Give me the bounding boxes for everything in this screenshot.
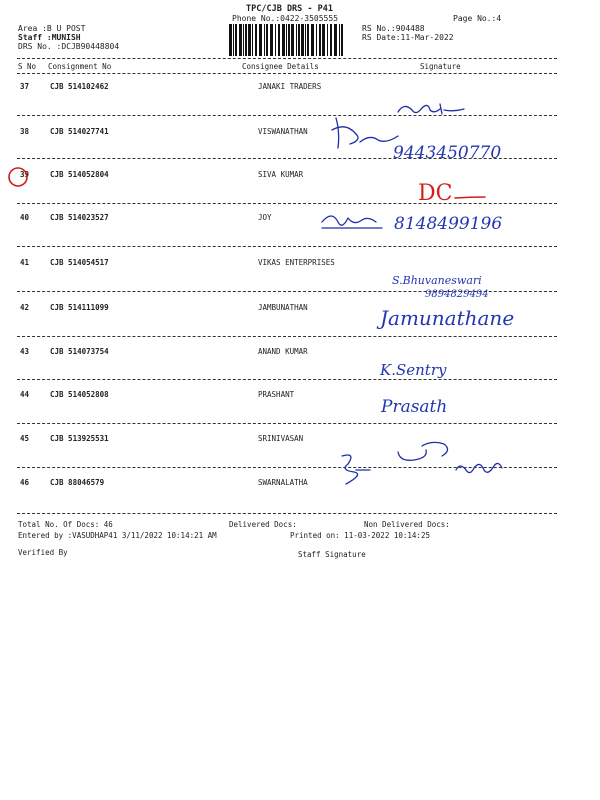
handwritten-phone-row40: 8148499196 [394, 214, 503, 234]
signature-row38 [332, 118, 398, 148]
total-docs: Total No. Of Docs: 46 [18, 520, 113, 529]
row-consignee: JANAKI TRADERS [258, 82, 322, 91]
row-consignee: JAMBUNATHAN [258, 303, 308, 312]
row-consignee: VISWANATHAN [258, 127, 308, 136]
signature-row45 [398, 442, 448, 460]
col-consignee-details: Consignee Details [242, 62, 319, 71]
row-consignment: CJB 88046579 [50, 478, 105, 487]
signature-row46 [342, 455, 370, 484]
row-consignee: SWARNALATHA [258, 478, 308, 487]
row-consignment: CJB 514027741 [50, 127, 109, 136]
row-s-no: 46 [20, 478, 30, 487]
row-s-no: 42 [20, 303, 30, 312]
staff-signature-label: Staff Signature [298, 550, 366, 559]
red-underline [455, 197, 485, 198]
row-consignee: SRINIVASAN [258, 434, 304, 443]
phone-number: Phone No.:0422-3505555 [232, 14, 338, 23]
rs-date: RS Date:11-Mar-2022 [362, 33, 454, 42]
handwritten-name-row44: Prasath [381, 397, 448, 417]
row-consignment: CJB 513925531 [50, 434, 109, 443]
signature-row37 [398, 104, 464, 114]
row-consignment: CJB 514052804 [50, 170, 109, 179]
row-consignee: JOY [258, 213, 272, 222]
row-s-no: 37 [20, 82, 30, 91]
page-number: Page No.:4 [453, 14, 502, 23]
delivered-docs: Delivered Docs: [229, 520, 297, 529]
signature-row40 [322, 216, 382, 228]
handwritten-dc-row39: DC [418, 181, 453, 206]
row-s-no: 44 [20, 390, 30, 399]
rs-number: RS No.:904488 [362, 24, 425, 33]
row-consignment: CJB 514052808 [50, 390, 109, 399]
row-consignee: PRASHANT [258, 390, 295, 399]
handwritten-name-row43: K.Sentry [380, 361, 447, 379]
red-circle-mark [9, 168, 30, 186]
row-consignment: CJB 514073754 [50, 347, 109, 356]
row-s-no: 43 [20, 347, 30, 356]
area-label: Area :B U POST [18, 24, 86, 33]
signature-row46b [456, 463, 502, 472]
printed-on: Printed on: 11-03-2022 10:14:25 [290, 531, 430, 540]
row-s-no: 40 [20, 213, 30, 222]
col-consignment-no: Consignment No [48, 62, 112, 71]
row-consignment: CJB 514054517 [50, 258, 109, 267]
row-s-no: 45 [20, 434, 30, 443]
staff-label: Staff :MUNISH [18, 33, 81, 42]
handwritten-name-row42: Jamunathane [380, 306, 515, 330]
col-s-no: S No [18, 62, 37, 71]
handwritten-name-row41: S.Bhuvaneswari [392, 274, 482, 287]
row-s-no: 38 [20, 127, 30, 136]
col-signature: Signature [420, 62, 461, 71]
document-title: TPC/CJB DRS - P41 [246, 4, 333, 14]
row-consignment: CJB 514111099 [50, 303, 109, 312]
row-consignment: CJB 514102462 [50, 82, 109, 91]
row-s-no: 39 [20, 170, 30, 179]
entered-by: Entered by :VASUDHAP41 3/11/2022 10:14:21 AM [18, 531, 217, 540]
row-consignee: SIVA KUMAR [258, 170, 304, 179]
row-s-no: 41 [20, 258, 30, 267]
row-consignee: VIKAS ENTERPRISES [258, 258, 335, 267]
handwritten-phone-row38: 9443450770 [393, 143, 502, 163]
row-consignment: CJB 514023527 [50, 213, 109, 222]
verified-by: Verified By [18, 548, 68, 557]
drs-number: DRS No. :DCJB90448804 [18, 42, 120, 51]
row-consignee: ANAND KUMAR [258, 347, 308, 356]
non-delivered-docs: Non Delivered Docs: [364, 520, 450, 529]
handwritten-phone-row41: 9894829494 [425, 289, 489, 300]
